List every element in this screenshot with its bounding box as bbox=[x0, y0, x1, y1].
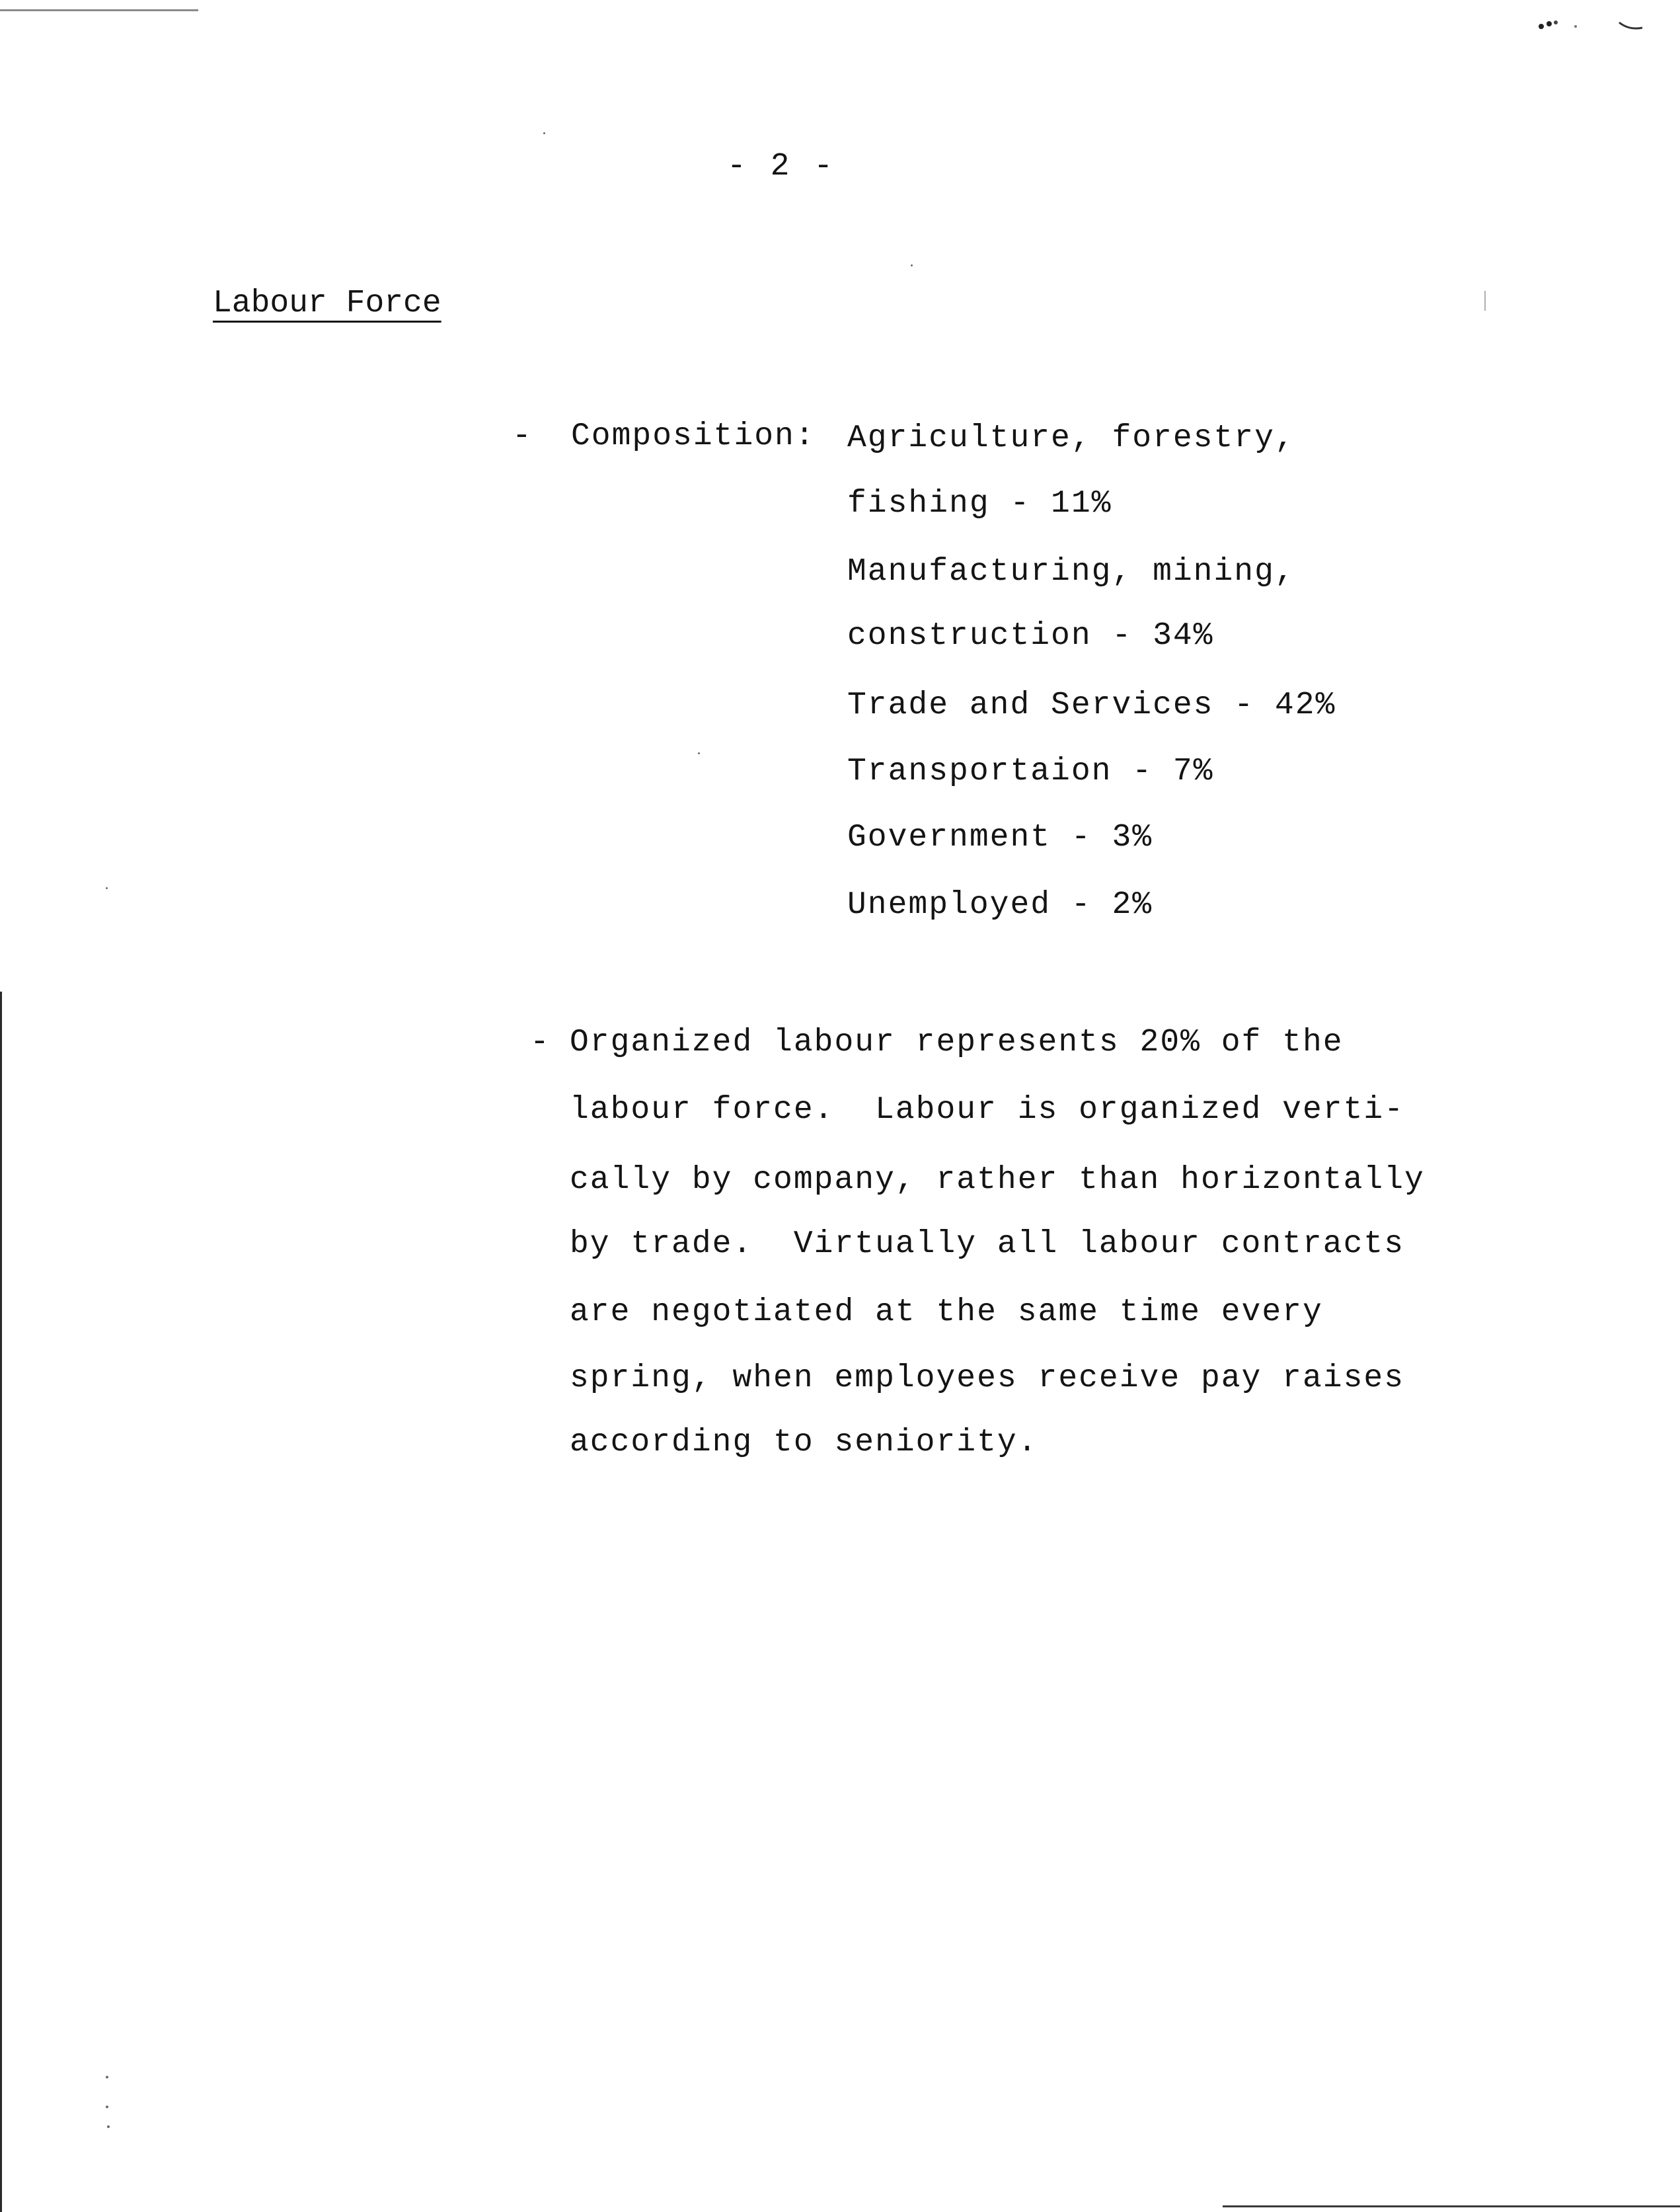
page-number: - 2 - bbox=[727, 149, 836, 184]
composition-line: construction - 34% bbox=[847, 618, 1214, 654]
scan-edge-top bbox=[0, 9, 198, 11]
section-title: Labour Force bbox=[213, 286, 441, 321]
scan-edge-bottom bbox=[1223, 2205, 1680, 2207]
scan-speck bbox=[106, 2106, 108, 2108]
composition-line: Transportaion - 7% bbox=[847, 754, 1214, 789]
composition-line: Agriculture, forestry, bbox=[847, 420, 1295, 456]
corner-scan-marks bbox=[1533, 16, 1646, 36]
organized-labour-bullet: - bbox=[530, 1025, 551, 1060]
composition-line: fishing - 11% bbox=[847, 486, 1112, 522]
organized-labour-line: according to seniority. bbox=[570, 1425, 1038, 1460]
composition-line: Unemployed - 2% bbox=[847, 887, 1153, 923]
scan-mark-right bbox=[1484, 291, 1486, 311]
scan-speck bbox=[106, 887, 108, 889]
scan-speck bbox=[106, 2076, 108, 2078]
organized-labour-line: spring, when employees receive pay raises bbox=[570, 1361, 1404, 1396]
composition-line: Government - 3% bbox=[847, 820, 1153, 855]
scan-edge-left bbox=[0, 992, 2, 2212]
organized-labour-line: cally by company, rather than horizontally bbox=[570, 1162, 1425, 1198]
composition-label: Composition: bbox=[571, 418, 816, 454]
organized-labour-line: Organized labour represents 20% of the bbox=[570, 1025, 1344, 1060]
composition-line: Trade and Services - 42% bbox=[847, 688, 1336, 723]
composition-line: Manufacturing, mining, bbox=[847, 554, 1295, 590]
organized-labour-line: by trade. Virtually all labour contracts bbox=[570, 1226, 1404, 1262]
scan-speck bbox=[107, 2125, 110, 2128]
scan-speck bbox=[698, 752, 700, 754]
scan-speck bbox=[543, 132, 545, 134]
composition-bullet: - bbox=[512, 418, 533, 454]
scan-speck bbox=[911, 264, 913, 266]
organized-labour-line: labour force. Labour is organized verti- bbox=[570, 1092, 1404, 1128]
organized-labour-line: are negotiated at the same time every bbox=[570, 1294, 1323, 1330]
